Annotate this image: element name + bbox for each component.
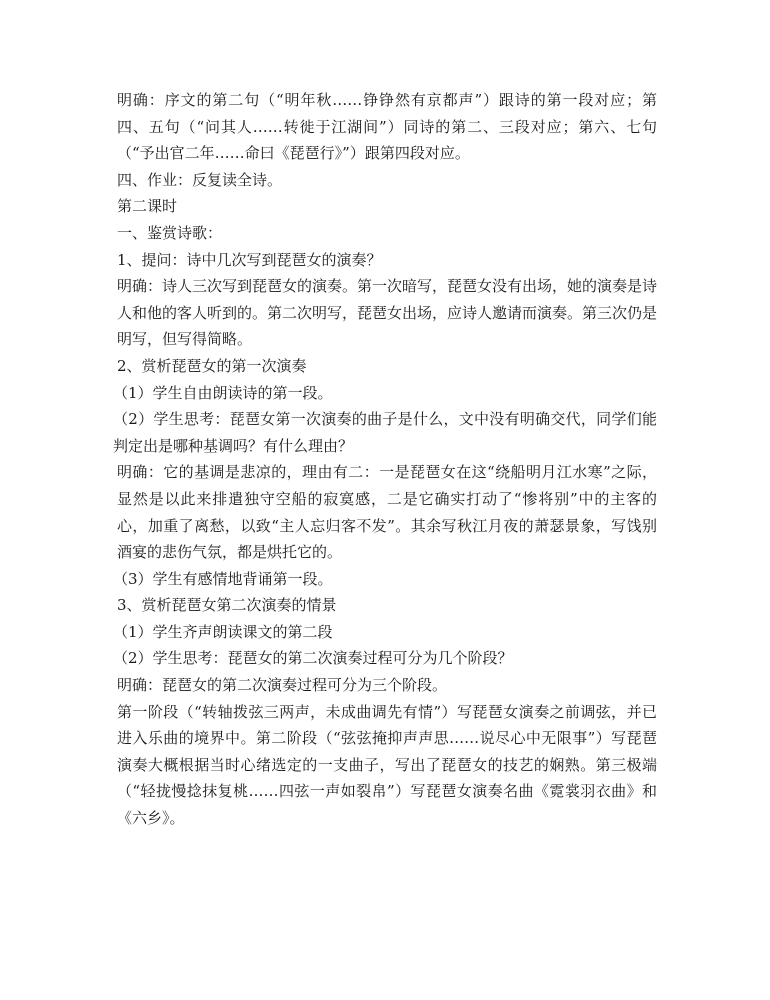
paragraph-step-3-recite: （3）学生有感情地背诵第一段。 — [113, 569, 333, 588]
paragraph-step-2-stages: （2）学生思考：琵琶女的第二次演奏过程可分为几个阶段？ — [113, 649, 513, 668]
section-heading-second-lesson: 第二课时 — [117, 197, 178, 216]
paragraph-answer-3: 明确：琵琶女的第二次演奏过程可分为三个阶段。 — [117, 676, 448, 695]
paragraph-question-1: 1、提问：诗中几次写到琵琶女的演奏？ — [117, 250, 382, 269]
heading-first-performance: 2、赏析琵琶女的第一次演奏 — [117, 356, 307, 375]
paragraph-answer-2: 明确：它的基调是悲凉的，理由有二：一是琵琶女在这“绕船明月江水寒”之际，显然是以此来排遣独守空船的寂寞感，二是它确实打动了“惨将别”中的主客的心，加重了离愁，以致“主人忘归客不发”。其余写秋江月夜的萧瑟景象，写饯别酒宴的悲伤气氛，都是烘托它的。 — [117, 463, 657, 562]
paragraph-stages-detail: 第一阶段（“转轴拨弦三两声，未成曲调先有情”）写琵琶女演奏之前调弦，并已进入乐曲的境界中。第二阶段（“弦弦掩抑声声思……说尽心中无限事”）写琵琶演奏大概根据当时心绪选定的一支曲子，写出了琵琶女的技艺的娴熟。第三极端（“轻拢慢捻抹复桃……四弦一声如裂帛”）写琵琶女演奏名曲《霓裳羽衣曲》和《六乡》。 — [117, 702, 657, 828]
heading-appreciate-poem: 一、鉴赏诗歌： — [117, 223, 223, 242]
paragraph-answer-preface: 明确：序文的第二句（“明年秋……铮铮然有京都声”）跟诗的第一段对应；第四、五句（“问其人……转徙于江湖间”）同诗的第二、三段对应；第六、七句（“予出官二年……命曰《琵琶行》”）跟第四段对应。 — [117, 91, 657, 163]
paragraph-step-1-read: （1）学生自由朗读诗的第一段。 — [113, 383, 333, 402]
heading-second-performance: 3、赏析琵琶女第二次演奏的情景 — [117, 596, 337, 615]
paragraph-answer-1: 明确：诗人三次写到琵琶女的演奏。第一次暗写，琵琶女没有出场，她的演奏是诗人和他的客人听到的。第二次明写，琵琶女出场，应诗人邀请而演奏。第三次仍是明写，但写得简略。 — [117, 277, 658, 349]
paragraph-homework: 四、作业：反复读全诗。 — [117, 170, 283, 189]
paragraph-step-1-read-aloud: （1）学生齐声朗读课文的第二段 — [113, 622, 333, 641]
paragraph-step-2-think: （2）学生思考：琵琶女第一次演奏的曲子是什么，文中没有明确交代，同学们能判定出是哪种基调吗？有什么理由？ — [113, 410, 657, 455]
document-body — [113, 87, 658, 832]
